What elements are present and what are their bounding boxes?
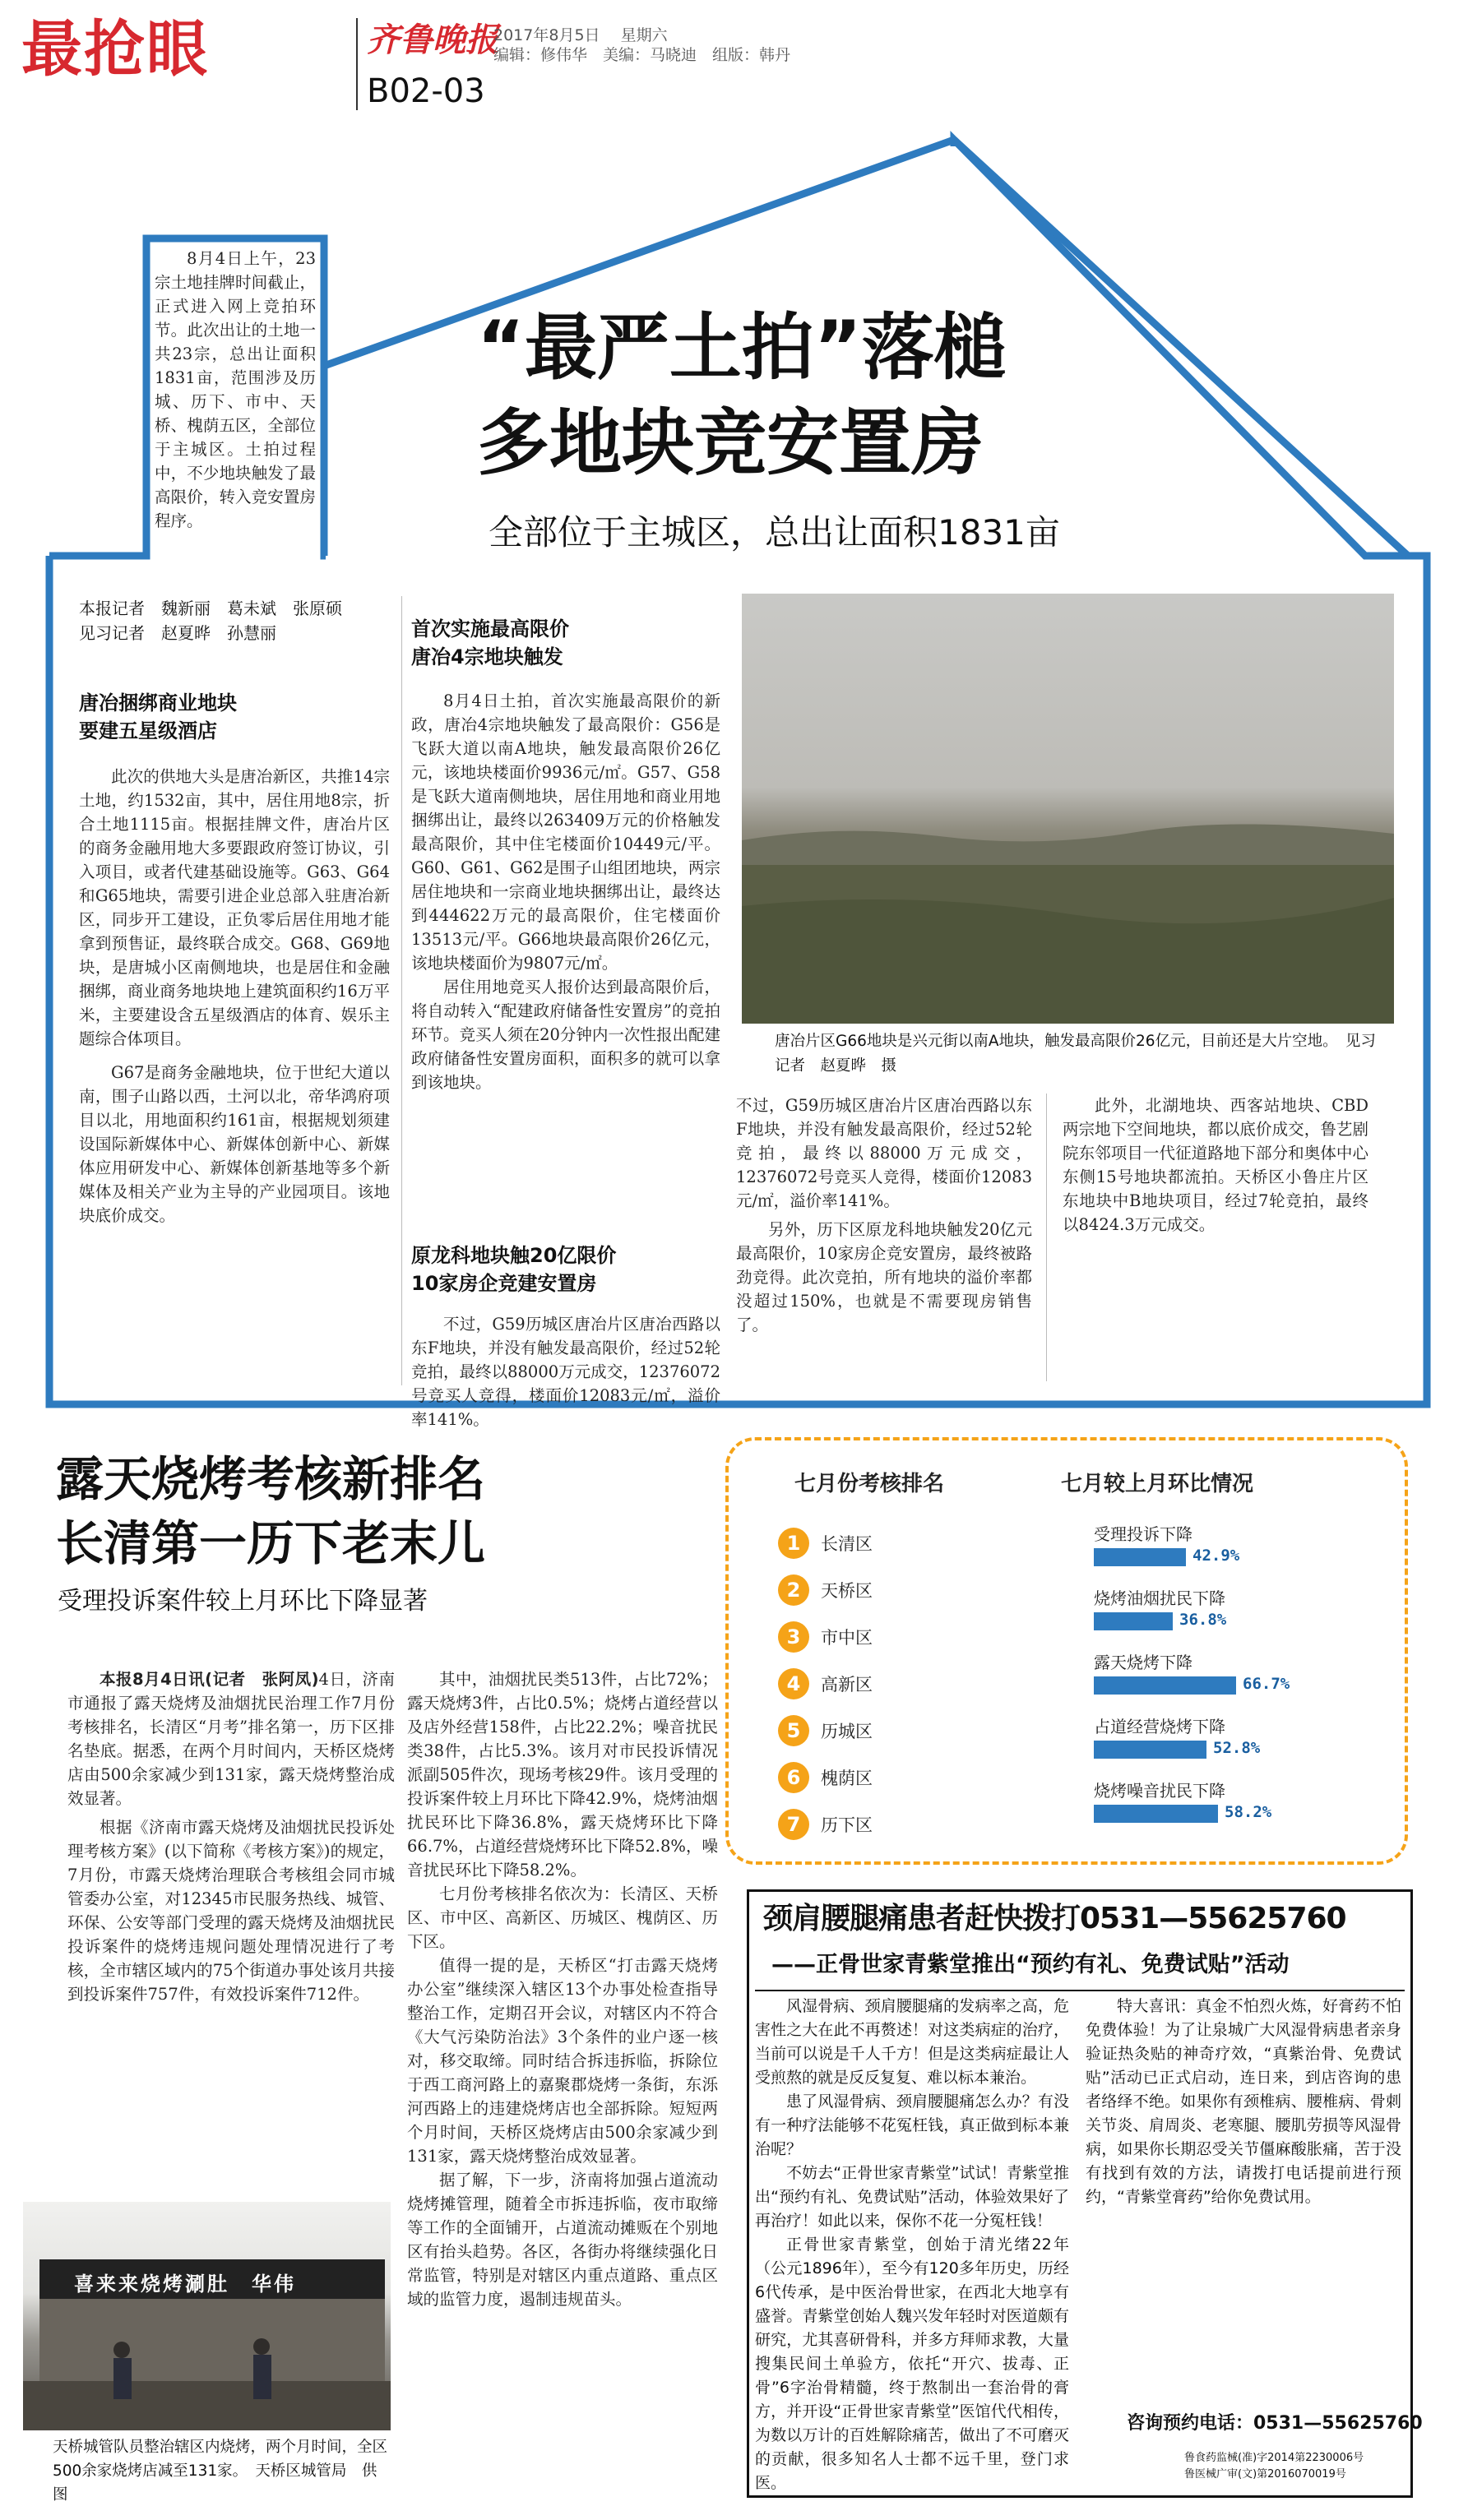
street-photo bbox=[23, 2202, 391, 2430]
ad-license-1: 鲁食药监械(准)字2014第2230006号 bbox=[1184, 2452, 1364, 2464]
bar-wrap bbox=[1094, 1609, 1226, 1630]
story2-headline-line1: 露天烧烤考核新排名 bbox=[56, 1451, 486, 1507]
story2-col2 bbox=[407, 1667, 718, 2490]
sec1-paragraph2: G67是商务金融地块，位于世纪大道以南，围子山路以西，土河以北，帝华鸿府项目以北，用地面积约161亩，根据规划须建设国际新媒体中心、新媒体创新中心、新媒体应用研发中心、新媒体创新基地等多个新媒体及相关产业为主导的产业园项目。该地块底价成交。 bbox=[79, 1063, 390, 1225]
change-bar-chart bbox=[1094, 1521, 1382, 1858]
bar bbox=[1094, 1548, 1186, 1566]
ad-divider bbox=[755, 1990, 1405, 1991]
editor-credits: 编辑：修伟华 美编：马晓迪 组版：韩丹 bbox=[493, 46, 791, 64]
bar-row bbox=[1094, 1649, 1290, 1695]
photo2-caption: 天桥城管队员整治辖区内烧烤，两个月时间，全区500余家烧烤店减至131家。 天桥区城管局 供图 bbox=[53, 2439, 388, 2504]
sec3-paragraph1: 不过，G59历城区唐冶片区唐冶西路以东F地块，并没有触发最高限价，经过52轮竞拍，最终以88000万元成交，12376072号竞买人竞得，楼面价12083元/㎡，溢价率141%。 bbox=[736, 1096, 1032, 1210]
bar-wrap bbox=[1094, 1801, 1271, 1823]
officer-head-1 bbox=[113, 2342, 130, 2358]
photo1-caption: 唐冶片区G66地块是兴元街以南A地块，触发最高限价26亿元，目前还是大片空地。 见习记者 赵夏晔 摄 bbox=[775, 1033, 1376, 1075]
sec2-paragraph2: 居住用地竞买人报价达到最高限价后，将自动转入“配建政府储备性安置房”的竞拍环节。竞买人须在20分钟内一次性报出配建政府储备性安置房面积，面积多的就可以拿到该地块。 bbox=[411, 978, 720, 1092]
story2-para1: 4日，济南市通报了露天烧烤及油烟扰民治理工作7月份考核排名，长清区“月考”排名第一，历下区排名垫底。据悉，在两个月时间内，天桥区烧烤店由500余家减少到131家，露天烧烤整治成效显著。 bbox=[67, 1670, 395, 1808]
ad-para1: 风湿骨病、颈肩腰腿痛的发病率之高，危害性之大在此不再赘述！对这类病症的治疗，当前可以说是千人千方！但是这类病症最让人受煎熬的就是反反复复、难以标本兼治。 bbox=[755, 1997, 1069, 2087]
story1-headline-line1: “最严土拍”落槌 bbox=[477, 305, 1007, 390]
change-chart-title: 七月较上月环比情况 bbox=[1061, 1472, 1254, 1496]
story2-para5: 值得一提的是，天桥区“打击露天烧烤办公室”继续深入辖区13个办事处检查指导整治工作，定期召开会议，对辖区内不符合《大气污染防治法》3个条件的业户逐一核对，移交取缔。同时结合拆违拆临，拆除位于西工商河路上的嘉聚郡烧烤一条街，东泺河西路上的违建烧烤店也全部拆除。短短两个月时间，天桥区烧烤店由500余家减少到131家，露天烧烤整治成效显著。 bbox=[407, 1956, 718, 2166]
rank-number-badge: 7 bbox=[778, 1809, 809, 1840]
sec3-paragraph2: 另外，历下区原龙科地块触发20亿元最高限价，10家房企竞安置房，最终被路劲竞得。此次竞拍，所有地块的溢价率都没超过150%，也就是不需要现房销售了。 bbox=[736, 1220, 1032, 1334]
bar-row bbox=[1094, 1778, 1271, 1823]
ranking-item bbox=[778, 1528, 873, 1559]
ranking-item bbox=[778, 1715, 873, 1746]
ranking-list bbox=[778, 1528, 992, 1848]
rank-number-badge: 1 bbox=[778, 1528, 809, 1559]
officer-body-1 bbox=[113, 2358, 132, 2399]
bar bbox=[1094, 1676, 1236, 1695]
officer-body-2 bbox=[253, 2355, 271, 2399]
story2-lead-paragraph bbox=[67, 1667, 395, 1810]
tree-line bbox=[742, 824, 1394, 865]
page-number: B02-03 bbox=[367, 72, 485, 110]
rank-number-badge: 5 bbox=[778, 1715, 809, 1746]
story1-byline bbox=[79, 596, 391, 645]
column-rule-2 bbox=[1046, 1094, 1047, 1381]
story1-section3-title bbox=[411, 1242, 724, 1297]
rank-district-name: 高新区 bbox=[821, 1675, 873, 1695]
sec3-paragraph3: 此外，北湖地块、西客站地块、CBD两宗地下空间地块，都以底价成交，鲁艺剧院东邻项目一代征道路地下部分和奥体中心东侧15号地块都流拍。天桥区小鲁庄片区东地块中B地块项目，经过7轮竞拍，最终以8424.3万元成交。 bbox=[1063, 1096, 1368, 1234]
rank-district-name: 天桥区 bbox=[821, 1581, 873, 1601]
column-rule bbox=[401, 596, 402, 1385]
story1-col2-bottom bbox=[411, 1312, 720, 1429]
sec2-title-line1: 首次实施最高限价 bbox=[411, 617, 569, 640]
ad-phone-line: 咨询预约电话：0531—55625760 bbox=[1127, 2413, 1423, 2434]
sec2-title-line2: 唐冶4宗地块触发 bbox=[411, 645, 563, 668]
bar-category-label: 烧烤油烟扰民下降 bbox=[1094, 1588, 1225, 1608]
street-ground bbox=[23, 2381, 391, 2430]
shop-front bbox=[39, 2299, 385, 2381]
sec3-paragraph1-start: 不过，G59历城区唐冶片区唐冶西路以东F地块，并没有触发最高限价，经过52轮竞拍，最终以88000万元成交，12376072号竞买人竞得，楼面价12083元/㎡，溢价率141%。 bbox=[411, 1315, 720, 1429]
ranking-item bbox=[778, 1668, 873, 1699]
bar-category-label: 烧烤噪音扰民下降 bbox=[1094, 1781, 1225, 1801]
ranking-item bbox=[778, 1762, 873, 1793]
ranking-item bbox=[778, 1574, 873, 1606]
date-text: 2017年8月5日 bbox=[493, 26, 600, 44]
rank-district-name: 历城区 bbox=[821, 1722, 873, 1741]
rank-number-badge: 2 bbox=[778, 1574, 809, 1606]
bar bbox=[1094, 1612, 1173, 1630]
bar-value-label: 66.7% bbox=[1243, 1675, 1290, 1693]
ad-col2 bbox=[1086, 1995, 1401, 2389]
bar bbox=[1094, 1805, 1218, 1823]
rank-district-name: 长清区 bbox=[821, 1534, 873, 1554]
story2-headline-line2: 长清第一历下老末儿 bbox=[56, 1515, 486, 1571]
paper-logo: 齐鲁晚报 bbox=[367, 21, 498, 59]
landscape-photo bbox=[742, 594, 1394, 1024]
ranking-item bbox=[778, 1621, 873, 1653]
bar-value-label: 36.8% bbox=[1179, 1611, 1227, 1629]
bar-wrap bbox=[1094, 1673, 1290, 1695]
story1-subhead: 全部位于主城区，总出让面积1831亩 bbox=[489, 512, 1060, 553]
sec3-title-line2: 10家房企竞建安置房 bbox=[411, 1272, 597, 1295]
bar-wrap bbox=[1094, 1737, 1260, 1759]
ad-headline: 颈肩腰腿痛患者赶快拨打0531—55625760 bbox=[763, 1902, 1346, 1935]
bar-row bbox=[1094, 1521, 1239, 1566]
bar-category-label: 占道经营烧烤下降 bbox=[1094, 1717, 1225, 1736]
rank-number-badge: 6 bbox=[778, 1762, 809, 1793]
bar-value-label: 42.9% bbox=[1192, 1547, 1240, 1565]
sec2-paragraph1: 8月4日土拍，首次实施最高限价的新政，唐冶4宗地块触发了最高限价：G56是飞跃大道以南A地块，触发最高限价26亿元，该地块楼面价9936元/㎡。G57、G58是飞跃大道南侧地块，居住用地和商业用地捆绑出让，最终以263409万元的价格触发最高限价，其中住宅楼面价10449元/平。G60、G61、G62是围子山组团地块，两宗居住地块和一宗商业地块捆绑出让，最终达到444622万元的最高限价，住宅楼面价13513元/平。G66地块最高限价26亿元，该地块楼面价为9807元/㎡。 bbox=[411, 691, 720, 973]
rank-district-name: 槐荫区 bbox=[821, 1769, 873, 1788]
story1-col2 bbox=[411, 689, 720, 1094]
sec1-paragraph1: 此次的供地大头是唐冶新区，共推14宗土地，约1532亩，其中，居住用地8宗，折合土地1115亩。根据挂牌文件，唐冶片区的商务金融用地大多要跟政府签订协议，引入项目，或者代建基础设施等。G63、G64和G65地块，需要引进企业总部入驻唐冶新区，同步开工建设，正负零后居住用地才能拿到预售证，最终联合成交。G68、G69地块，是唐城小区南侧地块，也是居住和金融捆绑，商业商务地块地上建筑面积约16万平米，主要建设含五星级酒店的体育、娱乐主题综合体项目。 bbox=[79, 767, 390, 1048]
byline-interns: 见习记者 赵夏晔 孙慧丽 bbox=[79, 623, 276, 643]
ad-para3: 不妨去“正骨世家青紫堂”试试！青紫堂推出“预约有礼、免费试贴”活动，体验效果好了再治疗！如此以来，保你不花一分冤枉钱！ bbox=[755, 2164, 1069, 2230]
rank-district-name: 历下区 bbox=[821, 1815, 873, 1835]
house-roof-right bbox=[954, 140, 1427, 556]
photo-scene bbox=[742, 594, 1394, 1024]
bar bbox=[1094, 1741, 1206, 1759]
bar-wrap bbox=[1094, 1545, 1239, 1566]
ranking-title: 七月份考核排名 bbox=[794, 1472, 945, 1496]
bar-value-label: 58.2% bbox=[1225, 1803, 1272, 1821]
photo2-shop-sign: 喜来来烧烤涮肚 华伟 bbox=[74, 2273, 296, 2296]
rank-district-name: 市中区 bbox=[821, 1628, 873, 1648]
ad-subhead: ——正骨世家青紫堂推出“预约有礼、免费试贴”活动 bbox=[771, 1952, 1290, 1977]
story1-section1-title bbox=[79, 689, 391, 745]
story2-col1 bbox=[67, 1667, 395, 2006]
sec1-title-line2: 要建五星级酒店 bbox=[79, 719, 217, 742]
bar-category-label: 受理投诉下降 bbox=[1094, 1524, 1192, 1544]
story2-subhead: 受理投诉案件较上月环比下降显著 bbox=[58, 1587, 428, 1616]
story1-section2-title bbox=[411, 615, 724, 671]
sec1-title-line1: 唐冶捆绑商业地块 bbox=[79, 691, 237, 714]
story2-para4: 七月份考核排名依次为：长清区、天桥区、市中区、高新区、历城区、槐荫区、历下区。 bbox=[407, 1884, 718, 1951]
weekday-text: 星期六 bbox=[620, 26, 668, 44]
bar-row bbox=[1094, 1585, 1226, 1630]
ad-col1 bbox=[755, 1995, 1069, 2492]
officer-head-2 bbox=[253, 2338, 270, 2355]
ad-para2: 患了风湿骨病、颈肩腰腿痛怎么办？有没有一种疗法能够不花冤枉钱，真正做到标本兼治呢？ bbox=[755, 2092, 1069, 2158]
byline-reporters: 本报记者 魏新丽 葛未斌 张原硕 bbox=[79, 599, 342, 618]
bar-category-label: 露天烧烤下降 bbox=[1094, 1653, 1192, 1672]
ad-para5: 特大喜讯：真金不怕烈火炼，好膏药不怕免费体验！为了让泉城广大风湿骨病患者亲身验证热灸贴的神奇疗效，“真紫治骨、免费试贴”活动已正式启动，连日来，到店咨询的患者络绎不绝。如果你有颈椎病、腰椎病、骨刺关节炎、肩周炎、老寒腿、腰肌劳损等风湿骨病，如果你长期忍受关节僵麻酸胀痛，苦于没有找到有效的方法，请拨打电话提前进行预约，“青紫堂膏药”给你免费试用。 bbox=[1086, 1997, 1401, 2206]
photo2-scene bbox=[23, 2202, 391, 2430]
story1-col3 bbox=[736, 1094, 1032, 1389]
story2-para2: 根据《济南市露天烧烤及油烟扰民投诉处理考核方案》(以下简称《考核方案》)的规定，7月份，市露天烧烤治理联合考核组会同市城管委办公室，对12345市民服务热线、城管、环保、公安等部门受理的露天烧烤及油烟扰民投诉案件的烧烤违规问题处理情况进行了考核，全市辖区域内的75个街道办事处该月共接到投诉案件757件，有效投诉案件712件。 bbox=[67, 1818, 395, 2004]
rank-number-badge: 3 bbox=[778, 1621, 809, 1653]
sec3-title-line1: 原龙科地块触20亿限价 bbox=[411, 1244, 617, 1267]
ad-license-2: 鲁医械广审(文)第2016070019号 bbox=[1184, 2468, 1346, 2481]
bar-value-label: 52.8% bbox=[1213, 1739, 1261, 1757]
story2-para6: 据了解，下一步，济南将加强占道流动烧烤摊管理，随着全市拆违拆临，夜市取缔等工作的全面铺开，占道流动摊贩在个别地区有抬头趋势。各区，各街办将继续强化日常监管，特别是对辖区内重点道路、重点区域的监管力度，遏制违规苗头。 bbox=[407, 2171, 718, 2309]
rank-number-badge: 4 bbox=[778, 1668, 809, 1699]
ad-para4: 正骨世家青紫堂，创始于清光绪22年（公元1896年），至今有120多年历史，历经6代传承，是中医治骨世家，在西北大地享有盛誉。青紫堂创始人魏兴发年轻时对医道颇有研究，尤其喜研骨科，并多方拜师求教，大量搜集民间土单验方，依托“开穴、拔毒、正骨”6字治骨精髓，终于熬制出一套治骨的膏方，并开设“正骨世家青紫堂”医馆代代相传，为数以万计的百姓解除痛苦，做出了不可磨灭的贡献，很多知名人士都不远千里，登门求医。 bbox=[755, 2236, 1069, 2492]
section-title: 最抢眼 bbox=[21, 14, 209, 85]
story1-intro: 8月4日上午，23宗土地挂牌时间截止，正式进入网上竞拍环节。此次出让的土地一共23宗，总出让面积1831亩，范围涉及历城、历下、市中、天桥、槐荫五区，全部位于主城区。土拍过程中，不少地块触发了最高限价，转入竞安置房程序。 bbox=[155, 249, 316, 530]
story1-col1 bbox=[79, 765, 390, 1228]
story2-para3: 其中，油烟扰民类513件，占比72%；露天烧烤3件，占比0.5%；烧烤占道经营以及店外经营158件，占比22.2%；噪音扰民类38件，占比5.3%。该月对市民投诉情况派副505件次，现场考核29件。该月受理的投诉案件较上月环比下降42.9%，烧烤油烟扰民环比下降36.8%，露天烧烤环比下降66.7%，占道经营烧烤环比下降52.8%，噪音扰民环比下降58.2%。 bbox=[407, 1670, 718, 1880]
bar-row bbox=[1094, 1713, 1260, 1759]
story1-col4 bbox=[1063, 1094, 1368, 1237]
ranking-item bbox=[778, 1809, 873, 1840]
story1-headline-line2: 多地块竞安置房 bbox=[477, 400, 984, 485]
story2-dateline: 本报8月4日讯(记者 张阿凤) bbox=[100, 1670, 319, 1689]
